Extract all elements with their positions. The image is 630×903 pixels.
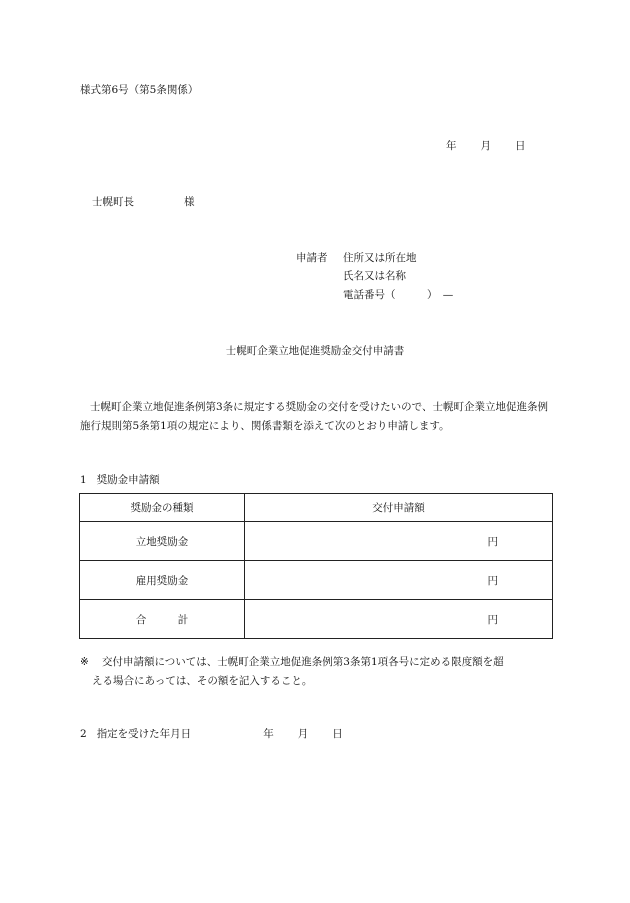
row-amount-location: 円 xyxy=(245,522,553,561)
form-number: 様式第6号（第5条関係） xyxy=(80,84,199,96)
addressee xyxy=(92,194,195,209)
note-line-1: 交付申請額については、士幌町企業立地促進条例第3条第1項各号に定める限度額を超 xyxy=(102,656,504,668)
note-mark: ※ xyxy=(80,656,89,668)
row-type-employment: 雇用奨励金 xyxy=(80,561,245,600)
document-title: 士幌町企業立地促進奨励金交付申請書 xyxy=(225,345,405,357)
body-paragraph: 士幌町企業立地促進条例第3条に規定する奨励金の交付を受けたいので、士幌町企業立地促進条例施行規則第5条第1項の規定により、関係書類を添えて次のとおり申請します。 xyxy=(80,401,548,432)
row-type-total: 合 計 xyxy=(80,600,245,639)
section-2-month: 月 xyxy=(297,728,309,740)
date-year: 年 xyxy=(446,140,457,152)
date-line xyxy=(446,138,526,153)
date-month: 月 xyxy=(480,140,491,152)
section-2-day: 日 xyxy=(332,728,343,740)
section-2-title: 指定を受けた年月日 xyxy=(96,728,192,740)
applicant-name-label: 氏名又は名称 xyxy=(343,270,406,282)
amount-table xyxy=(79,493,553,639)
applicant-label: 申請者 xyxy=(296,252,328,264)
table-header-type: 奨励金の種類 xyxy=(80,494,245,522)
row-amount-total: 円 xyxy=(245,600,553,639)
applicant-address-label: 住所又は所在地 xyxy=(343,252,417,264)
section-2-heading xyxy=(80,726,343,741)
date-day: 日 xyxy=(515,140,526,152)
addressee-name: 士幌町長 xyxy=(92,196,134,208)
row-amount-employment: 円 xyxy=(245,561,553,600)
section-2-number: 2 xyxy=(80,728,87,740)
note-line-2: える場合にあっては、その額を記入すること。 xyxy=(92,675,313,687)
table-row xyxy=(80,600,553,639)
table-header-amount: 交付申請額 xyxy=(245,494,553,522)
section-1-heading xyxy=(80,472,160,487)
section-1-title: 奨励金申請額 xyxy=(96,474,160,486)
table-row xyxy=(80,561,553,600)
row-type-location: 立地奨励金 xyxy=(80,522,245,561)
applicant-phone-label: 電話番号（ ） — xyxy=(343,289,454,301)
table-row xyxy=(80,522,553,561)
note xyxy=(80,653,556,691)
addressee-honorific: 様 xyxy=(184,196,195,208)
table-header-row xyxy=(80,494,553,522)
section-2-year: 年 xyxy=(263,728,274,740)
section-1-number: 1 xyxy=(80,474,87,486)
